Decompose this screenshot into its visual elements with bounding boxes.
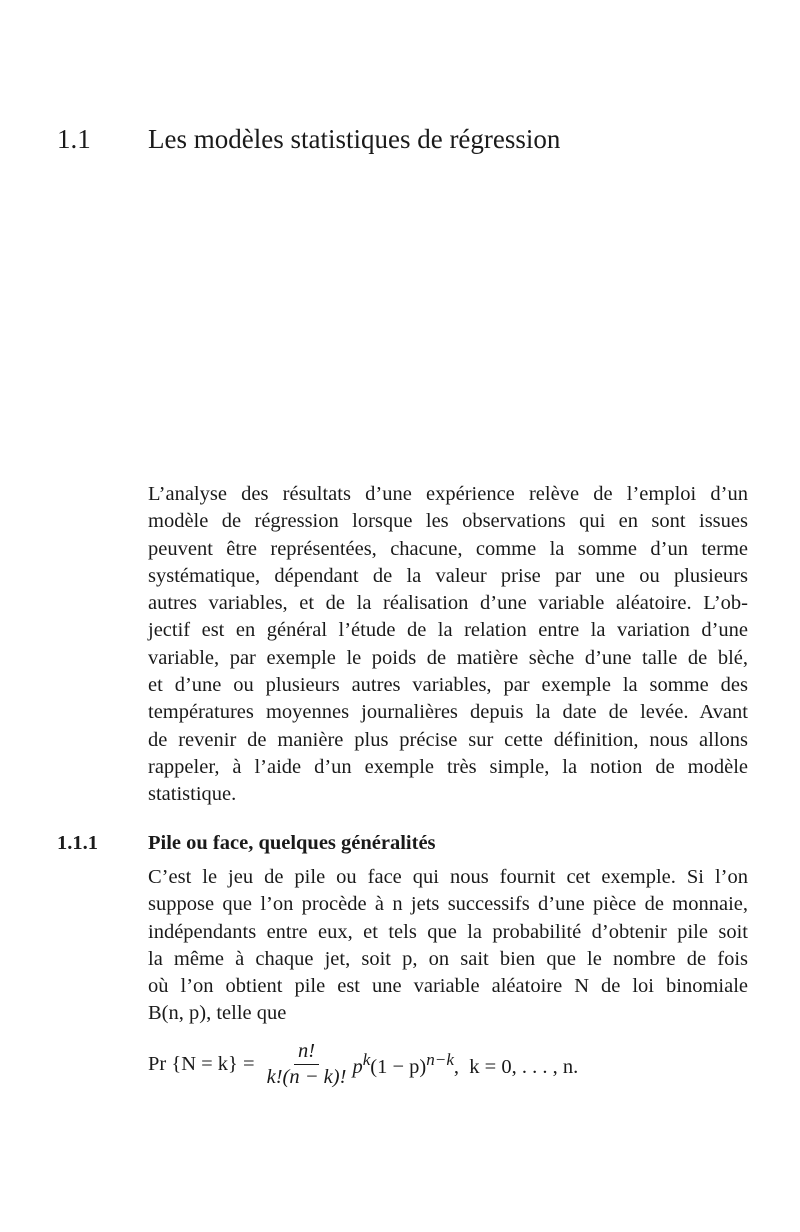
text-line: L’analyse des résultats d’une expérience relève de l’emploi d’un <box>148 483 748 505</box>
formula-numerator: n! <box>294 1040 319 1065</box>
subsection-title: Pile ou face, quelques généralités <box>148 832 436 854</box>
text-line: autres variables, et de la réalisation d’une variable aléatoire. L’ob- <box>148 592 748 615</box>
text-line: suppose que l’on procède à n jets successifs d’une pièce de monnaie, <box>148 893 748 916</box>
paragraph-pile-ou-face <box>148 864 748 1028</box>
text-line: et d’une ou plusieurs autres variables, par exemple la somme des <box>148 674 748 697</box>
text-line: où l’on obtient pile est une variable aléatoire N de loi binomiale <box>148 975 748 998</box>
formula-denominator: k!(n − k)! <box>266 1066 347 1088</box>
formula-exponent-k: k <box>362 1050 371 1070</box>
text-line: températures moyennes journalières depuis la date de levée. Avant <box>148 701 748 724</box>
text-line: B(n, p), telle que <box>148 1002 287 1025</box>
text-line: rappeler, à l’aide d’un exemple très simple, la notion de modèle <box>148 755 748 778</box>
subsection-number: 1.1.1 <box>57 832 98 854</box>
formula-lhs: Pr {N = k} = <box>148 1053 255 1075</box>
text-line: statistique. <box>148 783 237 806</box>
section-title: Les modèles statistiques de régression <box>148 124 561 154</box>
formula-fraction <box>263 1040 351 1089</box>
paragraph-intro <box>148 481 748 809</box>
text-line: systématique, dépendant de la valeur prise par une ou plusieurs <box>148 564 748 587</box>
text-line: la même à chaque jet, soit p, on sait bien que le nombre de fois <box>148 947 748 970</box>
formula-tail: , k = 0, . . . , n. <box>453 1055 579 1078</box>
text-line: de revenir de manière plus précise sur cette définition, nous allons <box>148 728 748 751</box>
section-number: 1.1 <box>57 124 91 154</box>
text-line: peuvent être représentées, chacune, comme la somme d’un terme <box>148 537 748 560</box>
formula-p: p <box>352 1055 363 1078</box>
formula-exponent-nk: n−k <box>426 1050 454 1070</box>
text-line: jectif est en général l’étude de la relation entre la variation d’une <box>148 619 748 642</box>
text-line: modèle de régression lorsque les observations qui en sont issues <box>148 510 748 533</box>
text-line: variable, par exemple le poids de matière sèche d’une talle de blé, <box>148 646 748 669</box>
binomial-formula <box>148 1040 578 1089</box>
formula-rhs <box>352 1050 578 1079</box>
formula-mid: (1 − p) <box>370 1055 427 1078</box>
text-line: C’est le jeu de pile ou face qui nous fournit cet exemple. Si l’on <box>148 866 748 888</box>
text-line: indépendants entre eux, et tels que la probabilité d’obtenir pile soit <box>148 920 748 943</box>
